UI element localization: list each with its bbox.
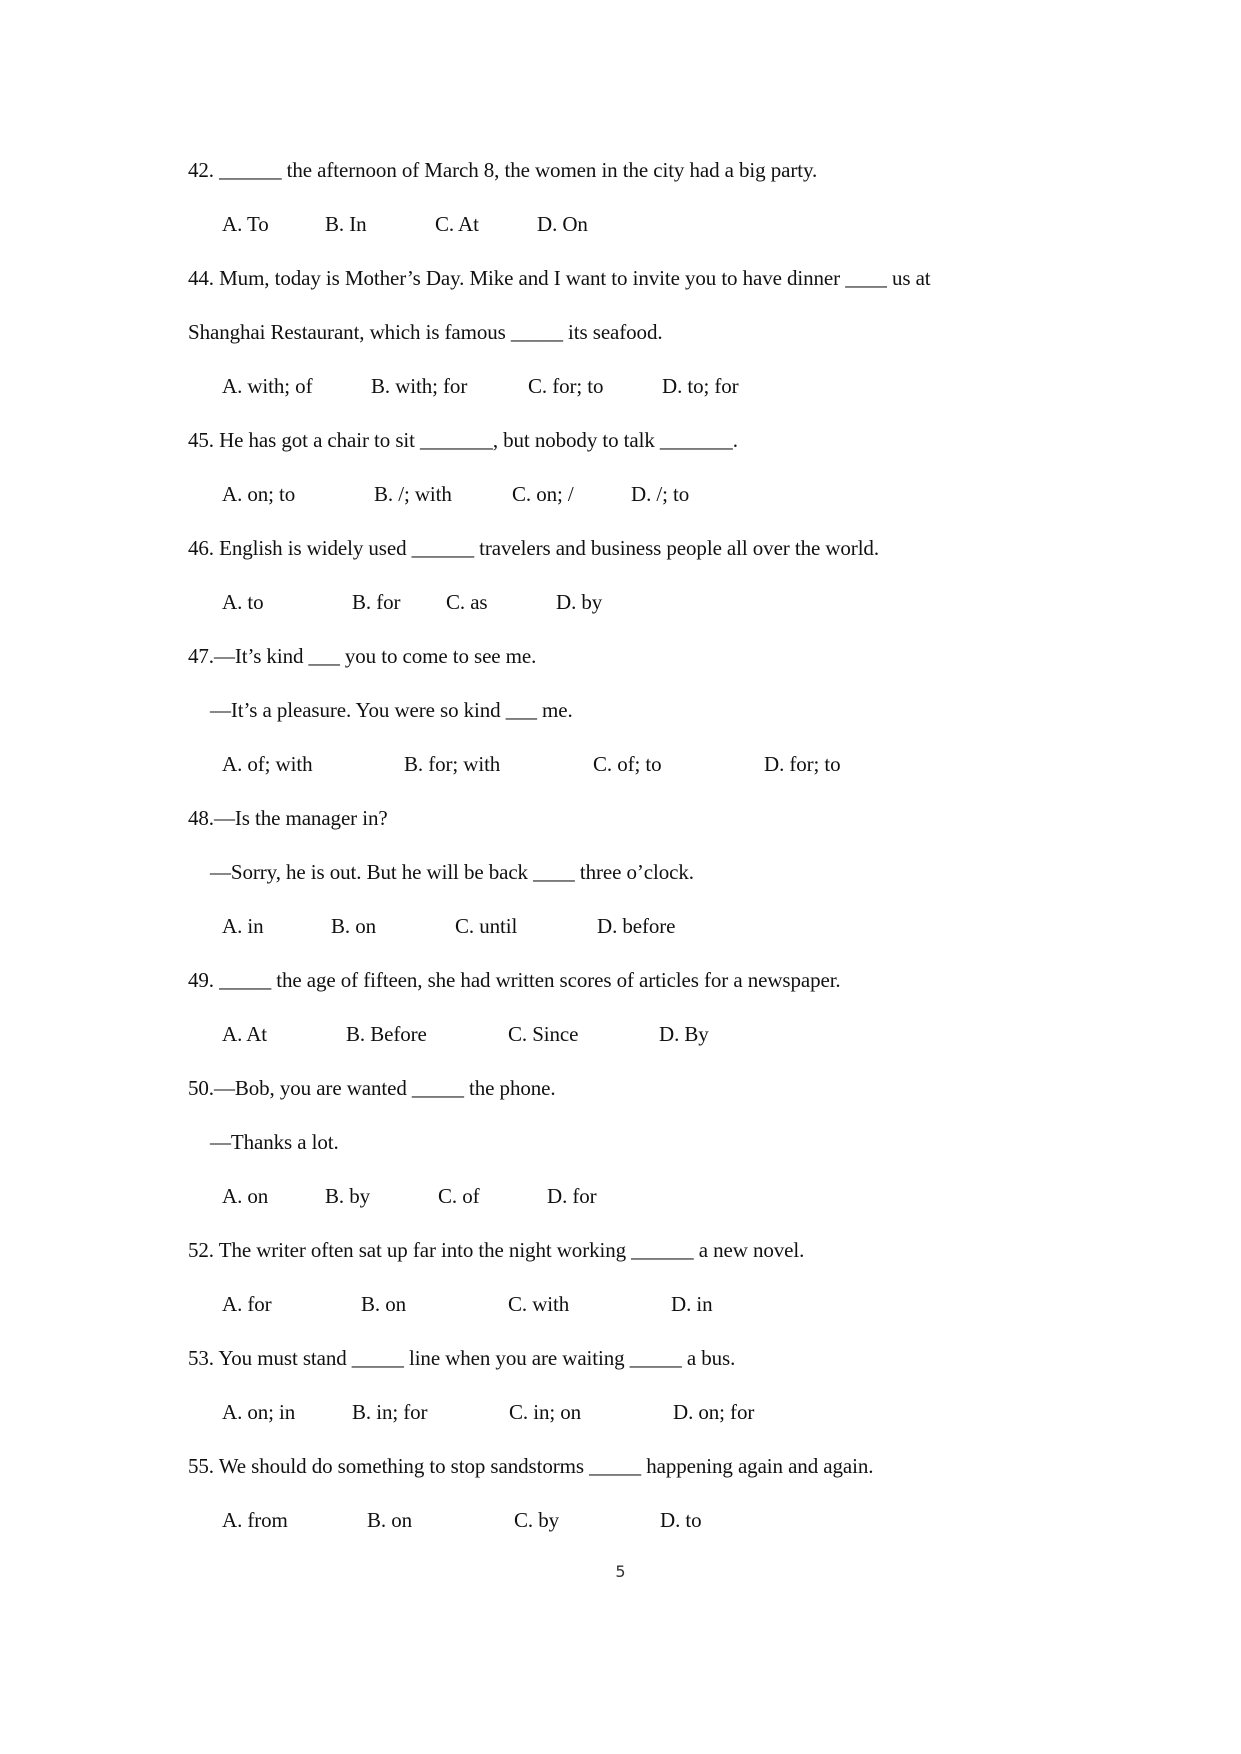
question-44-option-d: D. to; for <box>662 374 739 398</box>
question-47-option-b: B. for; with <box>404 752 501 776</box>
question-44-option-b: B. with; for <box>371 374 468 398</box>
question-45-option-b: B. /; with <box>374 482 452 506</box>
question-47-option-a: A. of; with <box>222 752 313 776</box>
question-47-option-d: D. for; to <box>764 752 841 776</box>
question-53-option-c: C. in; on <box>509 1400 582 1424</box>
question-42-option-b: B. In <box>325 212 367 236</box>
page-number: 5 <box>615 1562 626 1581</box>
question-52-option-a: A. for <box>222 1292 272 1316</box>
question-44-option-a: A. with; of <box>222 374 313 398</box>
question-53-stem: 53. You must stand _____ line when you are waiting _____ a bus. <box>188 1346 736 1370</box>
question-46-option-c: C. as <box>446 590 488 614</box>
question-47-stem-line2: —It’s a pleasure. You were so kind ___ me. <box>210 698 573 722</box>
question-42-option-d: D. On <box>537 212 588 236</box>
question-49-option-a: A. At <box>222 1022 268 1046</box>
question-50-option-c: C. of <box>438 1184 480 1208</box>
question-53-option-d: D. on; for <box>673 1400 755 1424</box>
question-45-option-a: A. on; to <box>222 482 296 506</box>
question-50-option-b: B. by <box>325 1184 371 1208</box>
question-48-option-b: B. on <box>331 914 377 938</box>
question-52-option-d: D. in <box>671 1292 713 1316</box>
question-46-option-a: A. to <box>222 590 264 614</box>
question-55-option-b: B. on <box>367 1508 413 1532</box>
question-52-stem: 52. The writer often sat up far into the night working ______ a new novel. <box>188 1238 805 1262</box>
question-47-option-c: C. of; to <box>593 752 662 776</box>
question-53-option-a: A. on; in <box>222 1400 296 1424</box>
question-46-option-b: B. for <box>352 590 401 614</box>
question-53-option-b: B. in; for <box>352 1400 428 1424</box>
question-50-stem-line1: 50.—Bob, you are wanted _____ the phone. <box>188 1076 556 1100</box>
question-45-stem: 45. He has got a chair to sit _______, but nobody to talk _______. <box>188 428 738 452</box>
question-45-option-c: C. on; / <box>512 482 574 506</box>
question-55-option-a: A. from <box>222 1508 288 1532</box>
question-55-option-c: C. by <box>514 1508 560 1532</box>
question-48-stem-line2: —Sorry, he is out. But he will be back ____ three o’clock. <box>210 860 694 884</box>
question-52-option-b: B. on <box>361 1292 407 1316</box>
question-46-stem: 46. English is widely used ______ travelers and business people all over the world. <box>188 536 879 560</box>
question-55-option-d: D. to <box>660 1508 702 1532</box>
question-48-option-a: A. in <box>222 914 264 938</box>
question-48-option-c: C. until <box>455 914 518 938</box>
question-49-option-d: D. By <box>659 1022 709 1046</box>
question-50-option-a: A. on <box>222 1184 269 1208</box>
question-52-option-c: C. with <box>508 1292 570 1316</box>
question-44-stem-line2: Shanghai Restaurant, which is famous _____ its seafood. <box>188 320 663 344</box>
question-46-option-d: D. by <box>556 590 603 614</box>
question-45-option-d: D. /; to <box>631 482 690 506</box>
question-49-option-b: B. Before <box>346 1022 427 1046</box>
question-48-option-d: D. before <box>597 914 676 938</box>
question-49-option-c: C. Since <box>508 1022 579 1046</box>
question-44-option-c: C. for; to <box>528 374 604 398</box>
question-44-stem-line1: 44. Mum, today is Mother’s Day. Mike and I want to invite you to have dinner ____ us at <box>188 266 931 290</box>
question-49-stem: 49. _____ the age of fifteen, she had written scores of articles for a newspaper. <box>188 968 841 992</box>
question-42-option-a: A. To <box>222 212 269 236</box>
question-50-option-d: D. for <box>547 1184 597 1208</box>
question-47-stem-line1: 47.—It’s kind ___ you to come to see me. <box>188 644 537 668</box>
question-48-stem-line1: 48.—Is the manager in? <box>188 806 388 830</box>
question-55-stem: 55. We should do something to stop sandstorms _____ happening again and again. <box>188 1454 874 1478</box>
question-42-stem: 42. ______ the afternoon of March 8, the women in the city had a big party. <box>188 158 818 182</box>
question-50-stem-line2: —Thanks a lot. <box>210 1130 339 1154</box>
question-42-option-c: C. At <box>435 212 479 236</box>
